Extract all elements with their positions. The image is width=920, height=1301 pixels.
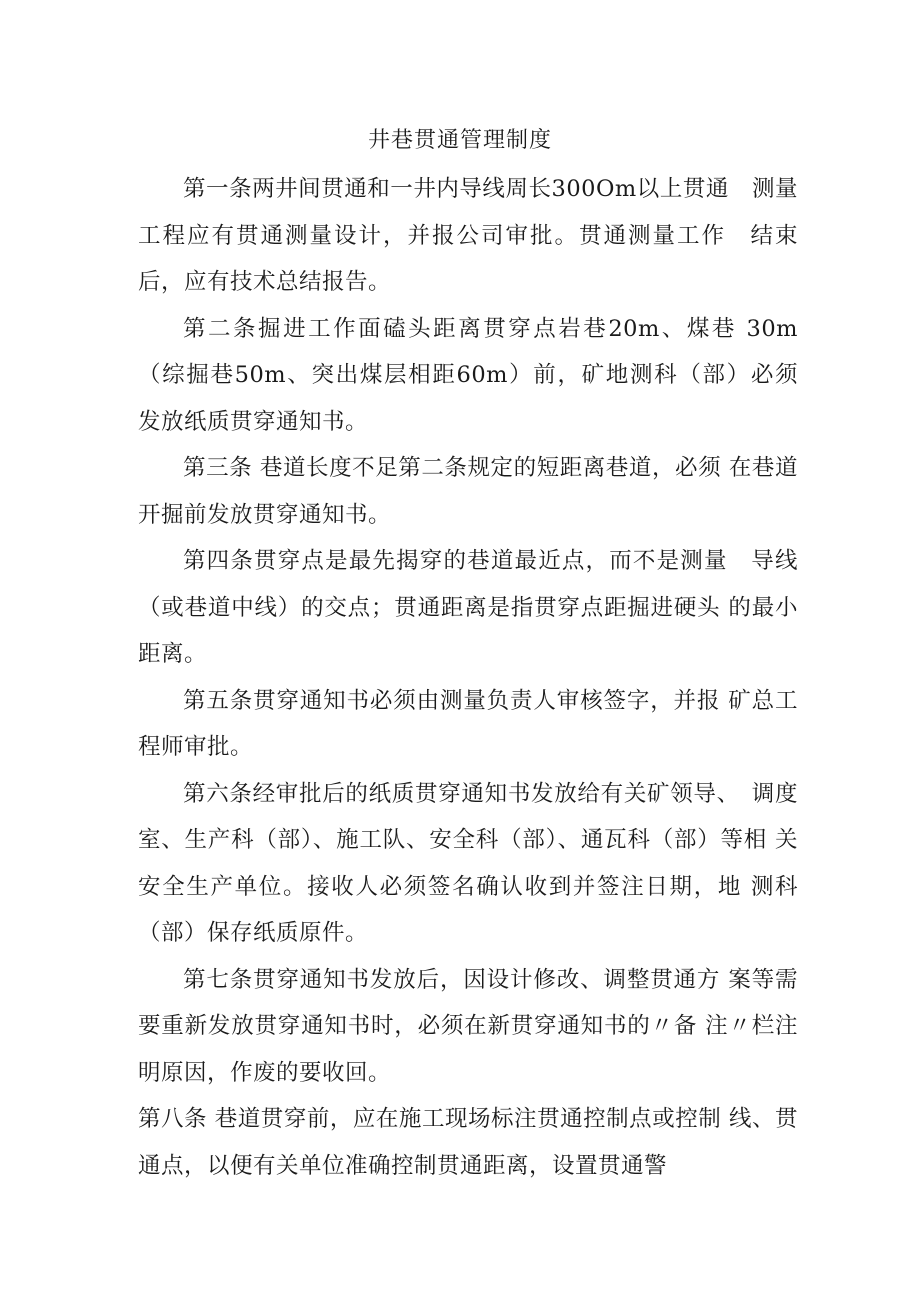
article-8-paragraph: 第八条 巷道贯穿前，应在施工现场标注贯通控制点或控制 线、贯通点，以便有关单位准确控制贯通距离，设置贯通警	[138, 1106, 798, 1179]
article-5-paragraph: 第五条贯穿通知书必须由测量负责人审核签字，并报 矿总工程师审批。	[138, 687, 798, 760]
article-3-paragraph: 第三条 巷道长度不足第二条规定的短距离巷道，必须 在巷道开掘前发放贯穿通知书。	[138, 455, 798, 528]
document-body	[138, 166, 798, 1189]
article-4-paragraph: 第四条贯穿点是最先揭穿的巷道最近点，而不是测量 导线（或巷道中线）的交点；贯通距离是指贯穿点距掘进硬头 的最小距离。	[138, 548, 798, 667]
article-7-paragraph: 第七条贯穿通知书发放后，因设计修改、调整贯通方 案等需要重新发放贯穿通知书时，必须在新贯穿通知书的〃备 注〃栏注明原因，作废的要收回。	[138, 966, 798, 1086]
article-2-paragraph: 第二条掘进工作面磕头距离贯穿点岩巷20m、煤巷 30m（综掘巷50m、突出煤层相距60m）前，矿地测科（部）必须 发放纸质贯穿通知书。	[138, 315, 798, 435]
document-title: 井巷贯通管理制度	[367, 128, 552, 153]
article-1-paragraph: 第一条两井间贯通和一井内导线周长300Om以上贯通 测量工程应有贯通测量设计，并报公司审批。贯通测量工作 结束后，应有技术总结报告。	[138, 176, 798, 295]
article-6-paragraph: 第六条经审批后的纸质贯穿通知书发放给有关矿领导、 调度室、生产科（部）、施工队、安全科（部）、通瓦科（部）等相 关安全生产单位。接收人必须签名确认收到并签注日期，地 测科（部）保存纸质原件。	[138, 780, 798, 946]
